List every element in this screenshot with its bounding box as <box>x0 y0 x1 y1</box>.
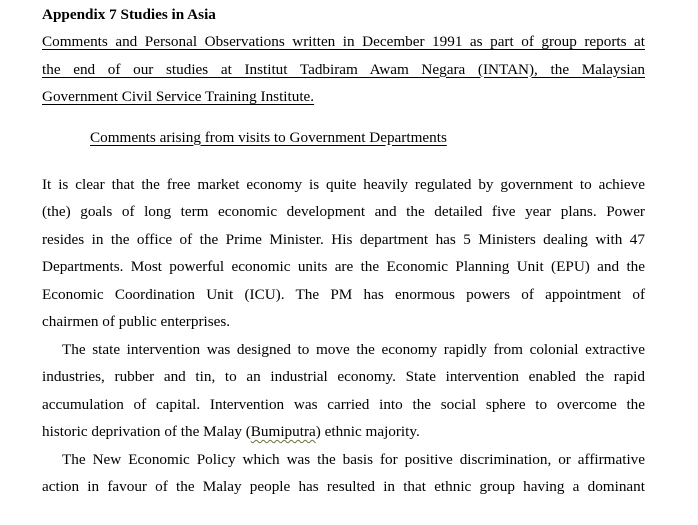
paragraph-2-line-last <box>42 418 645 446</box>
intro-text-2: the end of our studies at Institut Tadbiram Awam Negara (INTAN), the Malaysian <box>42 60 645 78</box>
paragraph-2-line: industries, rubber and tin, to an industrial economy. State intervention enabled the rapid <box>42 368 645 385</box>
intro-line-3 <box>42 83 645 111</box>
paragraph-1 <box>42 171 645 336</box>
paragraph-1-line: (the) goals of long term economic development and the detailed five year plans. Power <box>42 203 645 220</box>
intro-line-1 <box>42 28 645 56</box>
paragraph-2-text-before: historic deprivation of the Malay ( <box>42 423 251 440</box>
intro-text-1: Comments and Personal Observations written in December 1991 as part of group reports at <box>42 33 645 50</box>
document-page <box>42 5 645 501</box>
paragraph-3-line: action in favour of the Malay people has resulted in that ethnic group having a dominant <box>42 478 645 495</box>
intro-paragraph <box>42 28 645 111</box>
paragraph-2-line: The state intervention was designed to move the economy rapidly from colonial extractive <box>62 340 645 358</box>
intro-line-2 <box>42 56 645 84</box>
section-heading: Comments arising from visits to Government Departments <box>90 128 447 146</box>
paragraph-2-text-after: ) ethnic majority. <box>315 423 420 440</box>
intro-text-3: Government Civil Service Training Institute. <box>42 88 315 105</box>
paragraph-3 <box>42 446 645 501</box>
paragraph-1-line: resides in the office of the Prime Minister. His department has 5 Ministers dealing with 47 <box>42 230 645 248</box>
paragraph-1-line: Departments. Most powerful economic units are the Economic Planning Unit (EPU) and the <box>42 258 645 275</box>
bumiputra-word: Bumiputra <box>250 423 316 440</box>
paragraph-2 <box>42 336 645 446</box>
paragraph-1-line: It is clear that the free market economy is quite heavily regulated by government to achieve <box>42 175 645 193</box>
paragraph-1-line: chairmen of public enterprises. <box>42 313 231 330</box>
paragraph-2-line: accumulation of capital. Intervention was carried into the social sphere to overcome the <box>42 395 645 413</box>
appendix-title: Appendix 7 Studies in Asia <box>42 6 216 23</box>
paragraph-3-line: The New Economic Policy which was the basis for positive discrimination, or affirmative <box>62 450 645 468</box>
paragraph-1-line: Economic Coordination Unit (ICU). The PM has enormous powers of appointment of <box>42 285 645 303</box>
